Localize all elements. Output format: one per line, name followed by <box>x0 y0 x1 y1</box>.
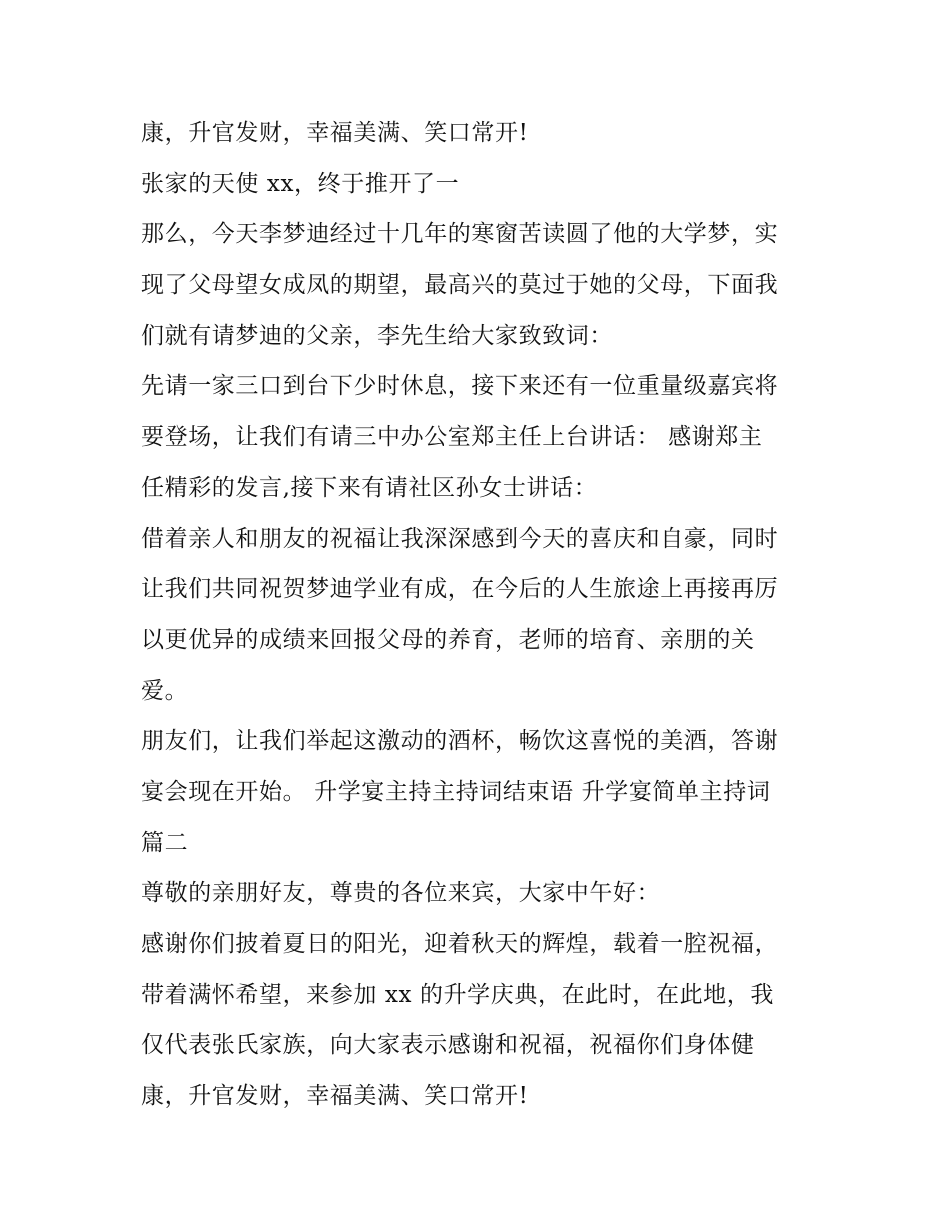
section-heading: 篇二 <box>141 829 189 856</box>
text-line: 们就有请梦迪的父亲，李先生给大家致致词： <box>141 322 613 349</box>
text-line: 朋友们，让我们举起这激动的酒杯，畅饮这喜悦的美酒，答谢 <box>141 728 779 755</box>
text-line: 张家的天使 xx，终于推开了一 <box>141 170 460 197</box>
text-line: 康，升官发财，幸福美满、笑口常开! <box>141 120 529 146</box>
document-body <box>141 108 821 1122</box>
text-line: 爱。 <box>141 677 189 704</box>
text-line: 先请一家三口到台下少时休息，接下来还有一位重量级嘉宾将 <box>141 373 779 400</box>
text-line: 宴会现在开始。 升学宴主持主持词结束语 升学宴简单主持词 <box>141 778 771 805</box>
text-line: 要登场，让我们有请三中办公室郑主任上台讲话： 感谢郑主 <box>141 424 763 451</box>
text-line: 任精彩的发言,接下来有请社区孙女士讲话： <box>141 474 598 501</box>
text-line: 尊敬的亲朋好友，尊贵的各位来宾，大家中午好： <box>141 880 661 907</box>
text-line: 现了父母望女成凤的期望，最高兴的莫过于她的父母，下面我 <box>141 272 779 299</box>
text-line: 仅代表张氏家族，向大家表示感谢和祝福，祝福你们身体健 <box>141 1032 755 1059</box>
text-line: 感谢你们披着夏日的阳光，迎着秋天的辉煌，载着一腔祝福， <box>141 931 779 957</box>
text-line: 借着亲人和朋友的祝福让我深深感到今天的喜庆和自豪，同时 <box>141 525 779 552</box>
text-line: 带着满怀希望，来参加 xx 的升学庆典，在此时，在此地，我 <box>141 981 774 1008</box>
text-line: 康，升官发财，幸福美满、笑口常开! <box>141 1083 529 1110</box>
text-line: 那么，今天李梦迪经过十几年的寒窗苦读圆了他的大学梦，实 <box>141 221 779 248</box>
text-line: 让我们共同祝贺梦迪学业有成，在今后的人生旅途上再接再厉 <box>141 576 779 603</box>
text-line: 以更优异的成绩来回报父母的养育，老师的培育、亲朋的关 <box>141 626 755 653</box>
